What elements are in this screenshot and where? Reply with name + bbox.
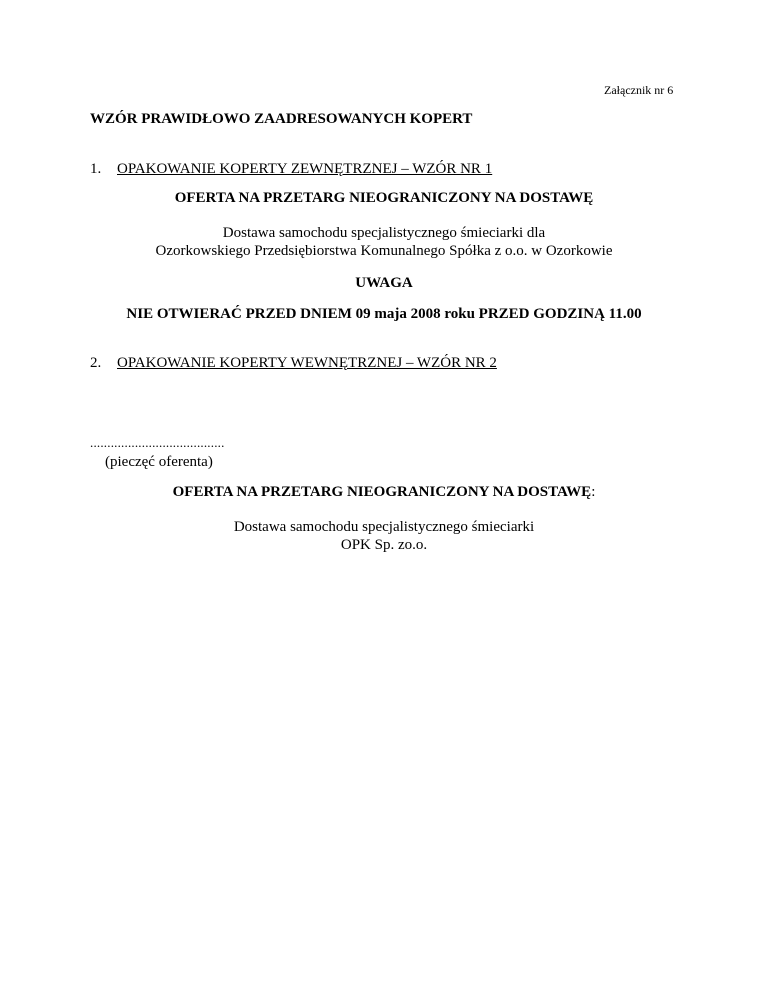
section1-heading: OPAKOWANIE KOPERTY ZEWNĘTRZNEJ – WZÓR NR 1 bbox=[117, 161, 493, 177]
annex-label: Załącznik nr 6 bbox=[604, 83, 674, 97]
section2-number: 2. bbox=[90, 355, 102, 371]
section1-subject-line2: Ozorkowskiego Przedsiębiorstwa Komunalnego Spółka z o.o. w Ozorkowie bbox=[155, 243, 613, 259]
section2-heading-row bbox=[90, 354, 497, 372]
stamp-dotted-line: ....................................... bbox=[90, 435, 225, 450]
section1-offer-title: OFERTA NA PRZETARG NIEOGRANICZONY NA DOSTAWĘ bbox=[174, 190, 594, 206]
section2-subject-line2: OPK Sp. zo.o. bbox=[340, 537, 428, 553]
section1-warning-text: NIE OTWIERAĆ PRZED DNIEM 09 maja 2008 roku PRZED GODZINĄ 11.00 bbox=[126, 306, 642, 322]
section1-number: 1. bbox=[90, 161, 102, 177]
section2-offer-title: OFERTA NA PRZETARG NIEOGRANICZONY NA DOSTAWĘ bbox=[172, 484, 592, 500]
main-title: WZÓR PRAWIDŁOWO ZAADRESOWANYCH KOPERT bbox=[90, 111, 473, 127]
stamp-label: (pieczęć oferenta) bbox=[105, 454, 213, 470]
section2-offer-colon: : bbox=[591, 484, 596, 500]
section1-heading-row bbox=[90, 160, 492, 178]
section2-subject-line1: Dostawa samochodu specjalistycznego śmieciarki bbox=[233, 519, 535, 535]
section2-offer-title-row bbox=[0, 483, 768, 501]
section1-subject-line1: Dostawa samochodu specjalistycznego śmieciarki dla bbox=[222, 225, 546, 241]
section2-heading: OPAKOWANIE KOPERTY WEWNĘTRZNEJ – WZÓR NR 2 bbox=[117, 355, 497, 371]
section1-warning-label: UWAGA bbox=[355, 275, 413, 291]
